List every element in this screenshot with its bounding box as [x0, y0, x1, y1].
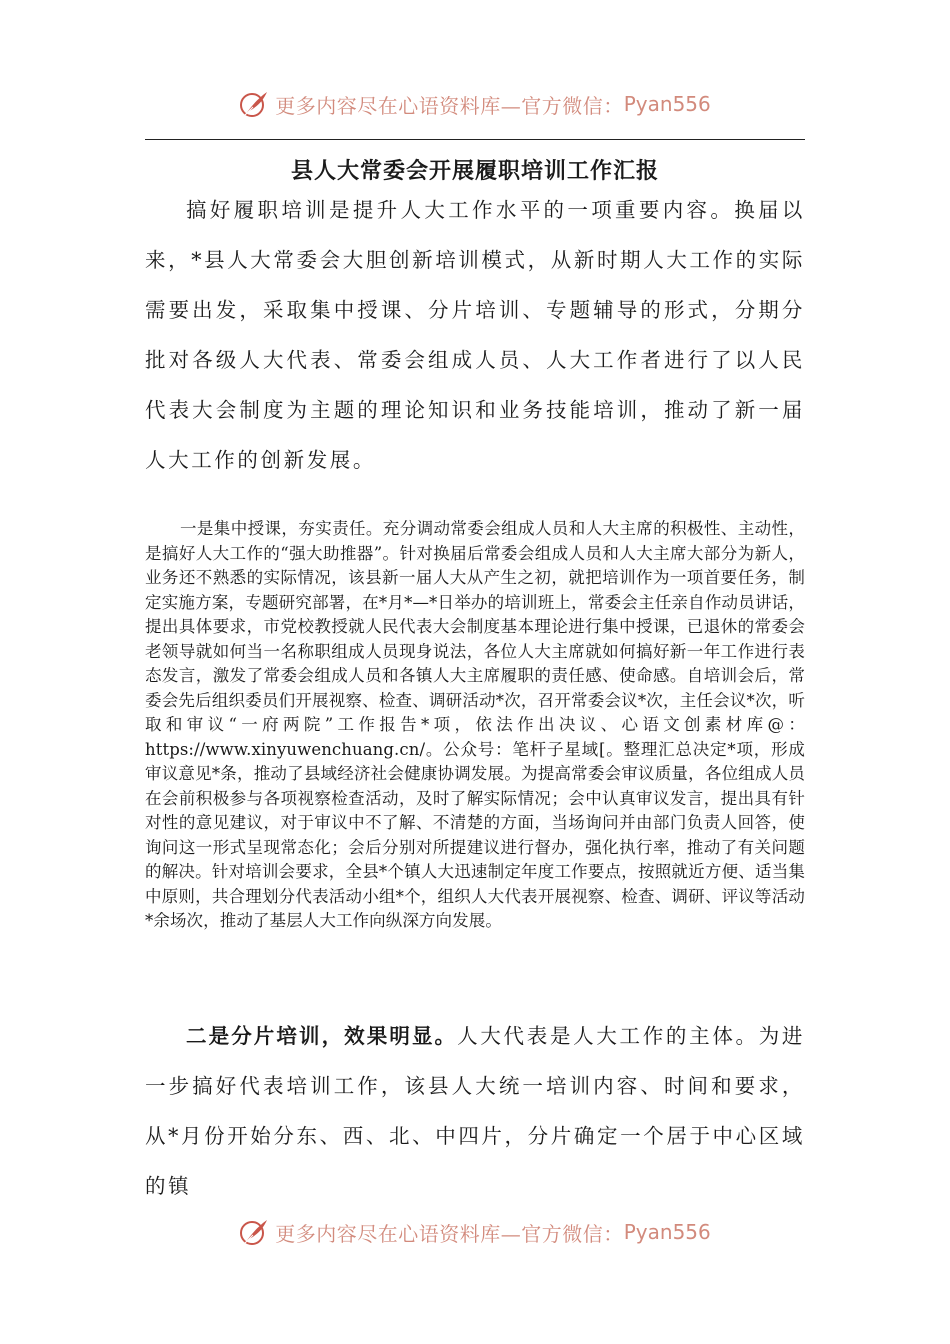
quill-logo-icon: [239, 1217, 269, 1247]
quill-logo-icon: [239, 89, 269, 119]
watermark-banner-bottom: [0, 1212, 950, 1252]
watermark-text: 更多内容尽在心语资料库—官方微信：: [275, 1221, 624, 1246]
watermark-id: Pyan556: [623, 92, 711, 116]
section2-paragraph: [145, 1011, 805, 1211]
watermark-text: 更多内容尽在心语资料库—官方微信：: [275, 93, 624, 118]
document-title: 县人大常委会开展履职培训工作汇报: [290, 158, 659, 184]
section1-paragraph: 一是集中授课，夯实责任。充分调动常委会组成人员和人大主席的积极性、主动性，是搞好人大工作的“强大助推器”。针对换届后常委会组成人员和人大主席大部分为新人，业务还不熟悉的实际情况，该县新一届人大从产生之初，就把培训作为一项首要任务，制定实施方案，专题研究部署，在*月*—*日举办的培训班上，常委会主任亲自作动员讲话，提出具体要求，市党校教授就人民代表大会制度基本理论进行集中授课，已退休的常委会老领导就如何当一名称职组成人员现身说法，各位人大主席就如何搞好新一年工作进行表态发言，激发了常委会组成人员和各镇人大主席履职的责任感、使命感。自培训会后，常委会先后组织委员们开展视察、检查、调研活动*次，召开常委会议*次，主任会议*次，听取和审议“一府两院”工作报告*项，依法作出决议、心语文创素材库@：https://www.xinyuwenchuang.cn/。公众号：笔杆子星域[。整理汇总决定*项，形成审议意见*条，推动了县域经济社会健康协调发展。为提高常委会审议质量，各位组成人员在会前积极参与各项视察检查活动，及时了解实际情况；会中认真审议发言，提出具有针对性的意见建议，对于审议中不了解、不清楚的方面，当场询问并由部门负责人回答，使询问这一形式呈现常态化；会后分别对所提建议进行督办，强化执行率，推动了有关问题的解决。针对培训会要求，全县*个镇人大迅速制定年度工作要点，按照就近方便、适当集中原则，共合理划分代表活动小组*个，组织人大代表开展视察、检查、调研、评议等活动*余场次，推动了基层人大工作向纵深方向发展。: [145, 519, 805, 930]
watermark-banner-top: [0, 84, 950, 124]
section2-lead: 二是分片培训，效果明显。: [186, 1024, 458, 1048]
header-rule: [145, 139, 805, 140]
section2-body: 人大代表是人大工作的主体。为进一步搞好代表培训工作，该县人大统一培训内容、时间和要求，从*月份开始分东、西、北、中四片，分片确定一个居于中心区域的镇: [145, 1024, 806, 1198]
intro-paragraph: 搞好履职培训是提升人大工作水平的一项重要内容。换届以来，*县人大常委会大胆创新培训模式，从新时期人大工作的实际需要出发，采取集中授课、分片培训、专题辅导的形式，分期分批对各级人大代表、常委会组成人员、人大工作者进行了以人民代表大会制度为主题的理论知识和业务技能培训，推动了新一届人大工作的创新发展。: [145, 198, 805, 472]
watermark-id: Pyan556: [623, 1220, 711, 1244]
